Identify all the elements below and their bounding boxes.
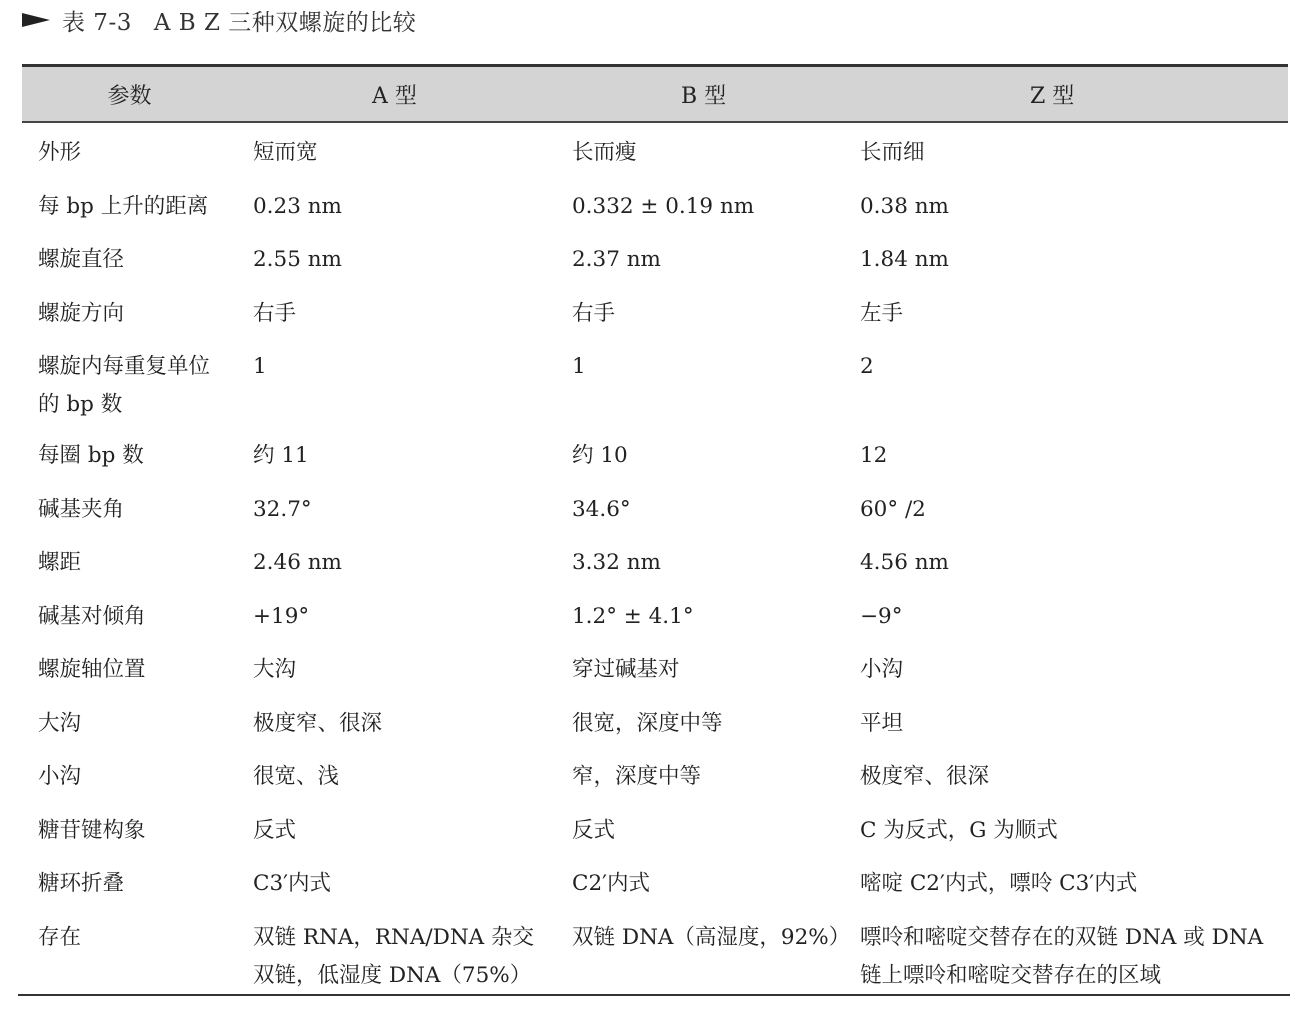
table-row (22, 912, 1288, 1002)
cell-a: 反式 (253, 817, 297, 843)
cell-a: 右手 (253, 300, 297, 326)
row-label: 糖苷键构象 (38, 817, 146, 843)
cell-a: 双链 RNA，RNA/DNA 杂交双链，低湿度 DNA（75%） (253, 924, 535, 988)
cell-z: 平坦 (860, 710, 904, 736)
table-number: 表 7-3 (62, 9, 132, 36)
comparison-table (22, 64, 1288, 1002)
cell-z: 极度窄、很深 (860, 764, 990, 789)
table-row (22, 805, 1288, 859)
cell-z: 长而细 (860, 140, 925, 165)
cell-a: 极度窄、很深 (253, 710, 383, 736)
row-label: 糖环折叠 (38, 871, 125, 896)
cell-z: 12 (860, 443, 888, 468)
cell-z: 嘧啶 C2′内式，嘌呤 C3′内式 (860, 871, 1138, 896)
header-cell-a-form: A 型 (372, 83, 417, 109)
table-title: A B Z 三种双螺旋的比较 (153, 9, 417, 36)
table-bottom-rule (18, 994, 1290, 996)
table-row (22, 698, 1288, 752)
row-label: 每 bp 上升的距离 (38, 193, 209, 219)
cell-a: 2.46 nm (253, 550, 342, 575)
row-label: 小沟 (38, 764, 82, 789)
row-label: 外形 (38, 140, 82, 165)
table-header-row (22, 67, 1288, 123)
cell-b: C2′内式 (572, 871, 651, 896)
row-label: 碱基夹角 (38, 496, 125, 522)
row-label: 螺旋轴位置 (38, 657, 146, 682)
header-cell-b-form: B 型 (681, 83, 727, 109)
cell-a: 32.7° (253, 496, 312, 522)
table-row (22, 591, 1288, 645)
cell-z: 0.38 nm (860, 193, 949, 219)
cell-b: 双链 DNA（高湿度，92%） (572, 924, 851, 950)
table-row (22, 288, 1288, 342)
table-row (22, 181, 1288, 235)
table-row (22, 234, 1288, 288)
cell-a: 1 (253, 354, 267, 379)
row-label: 碱基对倾角 (38, 603, 146, 629)
cell-b: 34.6° (572, 496, 631, 522)
cell-b: 反式 (572, 817, 616, 843)
cell-a: 约 11 (253, 443, 309, 468)
cell-z: −9° (860, 603, 903, 629)
table-row (22, 484, 1288, 538)
caption-arrow-icon (22, 13, 50, 27)
cell-z: 4.56 nm (860, 550, 949, 575)
cell-b: 3.32 nm (572, 550, 661, 575)
cell-a: 大沟 (253, 657, 297, 682)
cell-a: +19° (253, 603, 310, 629)
row-label: 螺旋内每重复单位的 bp 数 (38, 354, 211, 417)
cell-b: 很宽，深度中等 (572, 710, 723, 736)
table-body (22, 123, 1288, 1002)
row-label: 存在 (38, 924, 82, 950)
cell-b: 长而瘦 (572, 140, 637, 165)
cell-z: 1.84 nm (860, 247, 949, 272)
table-row (22, 751, 1288, 805)
table-caption (22, 2, 416, 38)
cell-a: 0.23 nm (253, 193, 342, 219)
row-label: 螺旋方向 (38, 300, 125, 326)
cell-b: 约 10 (572, 443, 628, 468)
cell-b: 窄，深度中等 (572, 764, 702, 789)
cell-b: 1 (572, 354, 586, 379)
cell-z: C 为反式，G 为顺式 (860, 817, 1058, 843)
cell-b: 0.332 ± 0.19 nm (572, 193, 755, 219)
cell-z: 嘌呤和嘧啶交替存在的双链 DNA 或 DNA 链上嘌呤和嘧啶交替存在的区域 (860, 924, 1264, 988)
cell-a: C3′内式 (253, 871, 332, 896)
table-row (22, 341, 1288, 430)
cell-z: 左手 (860, 300, 904, 326)
table-row (22, 127, 1288, 181)
cell-b: 1.2° ± 4.1° (572, 603, 694, 629)
cell-z: 小沟 (860, 657, 904, 682)
table-row (22, 644, 1288, 698)
row-label: 每圈 bp 数 (38, 443, 144, 468)
cell-z: 60° /2 (860, 496, 926, 522)
row-label: 大沟 (38, 710, 82, 736)
cell-b: 穿过碱基对 (572, 657, 680, 682)
cell-b: 右手 (572, 300, 616, 326)
row-label: 螺距 (38, 550, 82, 575)
cell-a: 短而宽 (253, 140, 318, 165)
header-cell-z-form: Z 型 (1030, 83, 1075, 109)
cell-z: 2 (860, 354, 874, 379)
table-row (22, 430, 1288, 484)
table-row (22, 858, 1288, 912)
cell-a: 很宽、浅 (253, 764, 340, 789)
row-label: 螺旋直径 (38, 247, 125, 272)
cell-a: 2.55 nm (253, 247, 342, 272)
table-row (22, 537, 1288, 591)
header-cell-parameter: 参数 (107, 83, 152, 109)
cell-b: 2.37 nm (572, 247, 661, 272)
